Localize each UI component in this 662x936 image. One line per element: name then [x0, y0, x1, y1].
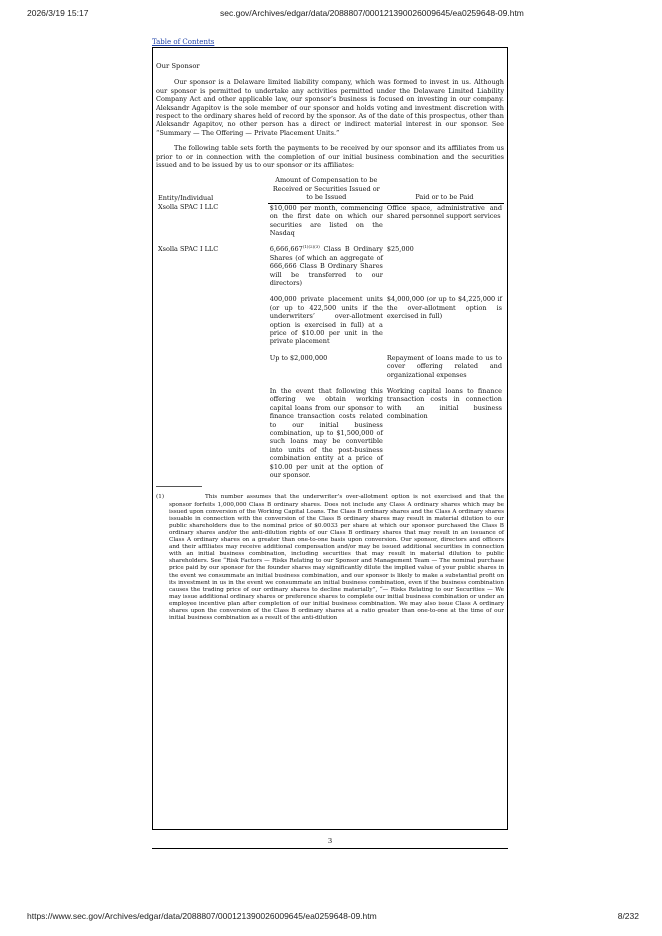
table-row: [156, 295, 504, 353]
amount-text: Class B Ordinary Shares (of which an aggregate of 666,666 Class B Ordinary Shares will be transferred to our directors): [269, 245, 383, 287]
cell-amount: Up to $2,000,000: [269, 353, 328, 362]
browser-print-header: [0, 8, 662, 22]
print-page-counter: 8/232: [617, 911, 639, 921]
col-header-amount: Amount of Compensation to be Received or Securities Issued or to be Issued: [268, 176, 385, 203]
cell-amount: 400,000 private placement units (or up to 422,500 units if the underwriters’ over-allotment option is exercised in full) at a price of $10.00 per unit in the private placement: [269, 295, 383, 346]
cell-entity: [156, 354, 268, 387]
document-body: [156, 62, 504, 622]
compensation-table: [156, 176, 504, 487]
table-row: [156, 245, 504, 295]
cell-paid: $4,000,000 (or up to $4,225,000 if the over-allotment option is exercised in full): [386, 295, 502, 321]
amount-prefix: 6,666,667: [269, 245, 303, 254]
table-row: [156, 354, 504, 387]
cell-paid: $25,000: [386, 245, 414, 254]
section-heading: Our Sponsor: [156, 62, 200, 70]
page-bottom-rule: [152, 848, 508, 849]
cell-paid: Repayment of loans made to us to cover offering related and organizational expenses: [386, 353, 502, 379]
table-of-contents-link[interactable]: Table of Contents: [152, 38, 215, 46]
cell-entity: Xsolla SPAC I LLC: [158, 245, 219, 254]
cell-paid: Working capital loans to finance transaction costs in connection with an initial business combination: [386, 387, 502, 421]
sponsor-paragraph: Our sponsor is a Delaware limited liability company, which was formed to invest in us. Although our sponsor is permitted to undertake any activities permitted under the Delaware Limited Liability Company Act and other applicable law, our sponsor’s business is focused on investing in our company. Aleksandr Agapitov is the sole member of our sponsor and holds voting and investment discretion with respect to the ordinary shares held of record by the sponsor. As of the date of this prospectus, other than Aleksandr Agapitov, no other person has a direct or indirect material interest in our sponsor. See “Summary — The Offering — Private Placement Units.”: [156, 78, 504, 137]
footnote-text: This number assumes that the underwriter’s over-allotment option is not exercised and that the sponsor forfeits 1,000,000 Class B ordinary shares. Does not include any Class A ordinary shares which may be issued upon conversion of the Working Capital Loans. The Class B ordinary shares and the Class A ordinary shares issuable in connection with the conversion of the Class B ordinary shares may result in material dilution to our public shareholders due to the nominal price of $0.0033 per share at which our sponsor purchased the Class B ordinary shares and/or the anti-dilution rights of our Class B ordinary shares that may result in an issuance of Class A ordinary shares on a greater than one-to-one basis upon conversion. Our sponsor, directors and officers and their affiliates may receive additional compensation and/or may be issued additional securities in connection with an initial business combination, including securities that may result in material dilution to public shareholders. See “Risk Factors — Risks Relating to our Sponsor and Management Team — The nominal purchase price paid by our sponsor for the founder shares may significantly dilute the implied value of your public shares in the event we consummate an initial business combination, and our sponsor is likely to make a substantial profit on its investment in us in the event we consummate an initial business combination, even if the business combination causes the trading price of our ordinary shares to decline materially”, “— Risks Relating to our Securities — We may issue additional ordinary shares or preference shares to complete our initial business combination or under an employee incentive plan after completion of our initial business combination. We may also issue Class A ordinary shares upon the conversion of the Class B ordinary shares at a ratio greater than one-to-one at the time of our initial business combination as a result of the anti-dilution: [169, 494, 504, 622]
table-intro-paragraph: The following table sets forth the payments to be received by our sponsor and its affiliates from us prior to or in connection with the completion of our initial business combination and the securities issued and to be issued by us to our sponsor or its affiliates:: [156, 144, 504, 170]
footnote-number: (1): [156, 494, 165, 501]
table-row: [156, 203, 504, 245]
cell-amount: [268, 245, 385, 295]
print-url-top: sec.gov/Archives/edgar/data/2088807/000121390026009645/ea0259648-09.htm: [220, 8, 524, 18]
table-row: [156, 387, 504, 487]
cell-amount: $10,000 per month, commencing on the first date on which our securities are listed on the Nasdaq: [269, 203, 383, 237]
col-header-entity: Entity/Individual: [158, 193, 214, 202]
footnote-divider: [156, 486, 202, 487]
col-header-paid: Paid or to be Paid: [385, 176, 504, 203]
print-datetime: 2026/3/19 15:17: [27, 8, 89, 18]
cell-paid: Office space, administrative and shared personnel support services: [386, 203, 502, 221]
cell-entity: Xsolla SPAC I LLC: [158, 203, 219, 212]
cell-entity: [156, 295, 268, 353]
footnote: [156, 494, 504, 622]
print-url-bottom: https://www.sec.gov/Archives/edgar/data/2088807/000121390026009645/ea0259648-09.htm: [27, 911, 377, 921]
page-number: 3: [327, 837, 333, 845]
footnote-ref: (1)(2)(3): [302, 244, 320, 250]
cell-entity: [156, 387, 268, 487]
cell-amount: In the event that following this offering we obtain working capital loans from our sponsor to finance transaction costs related to our initial business combination, up to $1,500,000 of such loans may be convertible into units of the post-business combination entity at a price of $10.00 per unit at the option of our sponsor.: [269, 387, 383, 480]
